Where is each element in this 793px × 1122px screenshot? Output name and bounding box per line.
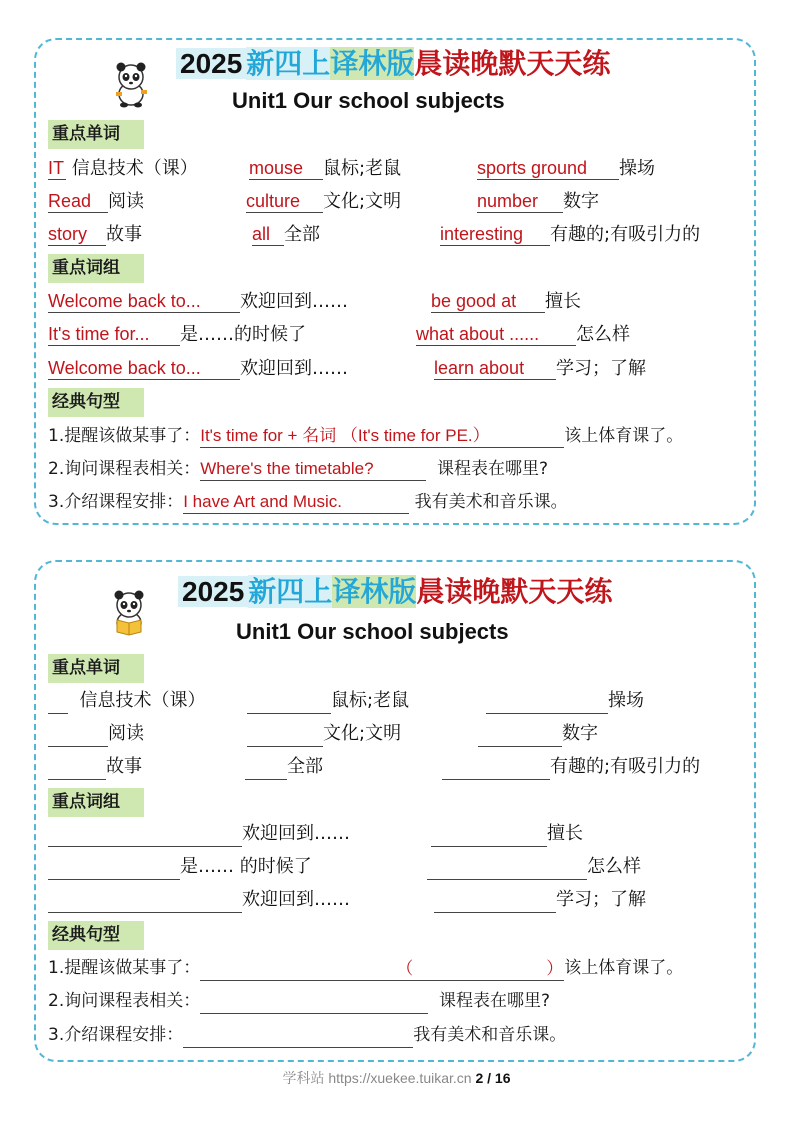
word-blank[interactable] (245, 757, 287, 780)
word-answer: all (252, 223, 284, 246)
phrase-row (36, 854, 754, 884)
sentence-meaning: 该上体育课了。 (564, 426, 684, 446)
word-meaning: 有趣的;有吸引力的 (550, 224, 701, 245)
word-answer: Read (48, 190, 108, 213)
word-blank[interactable] (486, 691, 608, 714)
phrase-row (36, 322, 754, 352)
phrase-meaning: 欢迎回到…… (242, 823, 350, 844)
title-practice: 晨读晚默天天练 (414, 47, 611, 80)
phrase-blank[interactable] (427, 857, 587, 880)
word-meaning: 阅读 (108, 191, 144, 212)
sentence-row (48, 988, 550, 1014)
section-sentences-heading: 经典句型 (48, 388, 144, 417)
unit-title: Unit1 Our school subjects (232, 88, 505, 113)
panda-reading-icon (108, 590, 150, 636)
phrase-row (36, 821, 754, 851)
section-words-heading: 重点单词 (48, 120, 144, 149)
word-blank[interactable] (478, 724, 562, 747)
open-paren: （ (396, 959, 414, 979)
word-meaning: 全部 (284, 224, 320, 245)
sentence-meaning: 课程表在哪里? (437, 459, 549, 479)
phrase-meaning: 怎么样 (587, 856, 641, 877)
unit-title: Unit1 Our school subjects (236, 619, 509, 644)
sentence-row (48, 1022, 566, 1048)
word-answer: story (48, 223, 106, 246)
blank-card (34, 560, 756, 1062)
word-meaning: 故事 (106, 756, 142, 777)
sentence-answer: Where's the timetable? (200, 458, 426, 481)
title-year: 2025 (176, 48, 246, 79)
word-meaning: 鼠标;老鼠 (323, 158, 402, 179)
phrase-meaning: 擅长 (547, 823, 583, 844)
phrase-meaning: 欢迎回到…… (240, 358, 348, 379)
word-blank[interactable] (48, 757, 106, 780)
sentence-row (48, 955, 683, 981)
phrase-meaning: 欢迎回到…… (242, 889, 350, 910)
phrase-meaning: 是……的时候了 (180, 324, 306, 345)
word-answer: interesting (440, 223, 550, 246)
section-sentences-heading: 经典句型 (48, 921, 144, 950)
sentence-meaning: 我有美术和音乐课。 (413, 1025, 567, 1045)
sentence-meaning: 该上体育课了。 (564, 958, 684, 978)
page-title (176, 46, 610, 82)
phrase-answer: what about ...... (416, 323, 576, 346)
word-answer: number (477, 190, 563, 213)
sentence-row (48, 423, 683, 449)
word-blank[interactable] (48, 724, 108, 747)
word-meaning: 信息技术（课） (71, 158, 198, 179)
phrase-meaning: 擅长 (545, 291, 581, 312)
title-practice: 晨读晚默天天练 (416, 575, 613, 608)
panda-mascot-icon (110, 62, 152, 108)
phrase-meaning: 学习；了解 (556, 889, 646, 910)
page-footer (0, 1068, 793, 1088)
close-paren: ） (546, 959, 564, 979)
word-row (36, 754, 754, 784)
word-row (36, 222, 754, 252)
word-meaning: 鼠标;老鼠 (331, 690, 410, 711)
phrase-blank[interactable] (48, 824, 242, 847)
word-row (36, 189, 754, 219)
word-blank[interactable] (442, 757, 550, 780)
title-grade: 新四上 (246, 47, 331, 80)
sentence-prompt: 2.询问课程表相关： (48, 991, 201, 1011)
phrase-blank[interactable] (431, 824, 547, 847)
word-blank[interactable] (48, 691, 68, 714)
word-meaning: 信息技术（课） (79, 690, 206, 711)
sentence-blank[interactable] (200, 991, 428, 1014)
phrase-answer: Welcome back to... (48, 290, 240, 313)
phrase-blank[interactable] (48, 857, 180, 880)
word-meaning: 操场 (608, 690, 644, 711)
title-year: 2025 (178, 576, 248, 607)
phrase-answer: be good at (431, 290, 545, 313)
title-edition: 译林版 (330, 47, 415, 80)
word-meaning: 故事 (106, 224, 142, 245)
word-meaning: 有趣的;有吸引力的 (550, 756, 701, 777)
word-meaning: 文化;文明 (323, 191, 402, 212)
sentence-prompt: 1.提醒该做某事了： (48, 426, 201, 446)
word-meaning: 数字 (563, 191, 599, 212)
phrase-blank[interactable] (434, 890, 556, 913)
phrase-row (36, 887, 754, 917)
title-edition: 译林版 (332, 575, 417, 608)
word-row (36, 721, 754, 751)
footer-site: 学科站 https://xuekee.tuikar.cn (282, 1070, 472, 1086)
sentence-meaning: 课程表在哪里? (439, 991, 551, 1011)
word-row (36, 156, 754, 186)
sentence-answer: It's time for + 名词 （It's time for PE.） (200, 425, 564, 448)
word-answer: culture (246, 190, 323, 213)
phrase-meaning: 怎么样 (576, 324, 630, 345)
word-answer: IT (48, 158, 64, 178)
phrase-answer: Welcome back to... (48, 357, 240, 380)
section-phrases-heading: 重点词组 (48, 788, 144, 817)
word-meaning: 文化;文明 (323, 723, 402, 744)
phrase-blank[interactable] (48, 890, 242, 913)
title-grade: 新四上 (248, 575, 333, 608)
sentence-blank[interactable] (200, 958, 564, 981)
sentence-prompt: 3.介绍课程安排： (48, 1025, 184, 1045)
word-meaning: 数字 (562, 723, 598, 744)
phrase-row (36, 289, 754, 319)
sentence-prompt: 1.提醒该做某事了： (48, 958, 201, 978)
sentence-answer: I have Art and Music. (183, 491, 409, 514)
word-row (36, 688, 754, 718)
sentence-prompt: 3.介绍课程安排： (48, 492, 184, 512)
answer-card (34, 38, 756, 525)
section-words-heading: 重点单词 (48, 654, 144, 683)
phrase-meaning: 学习；了解 (556, 358, 646, 379)
page-title (178, 574, 612, 610)
sentence-blank[interactable] (183, 1025, 413, 1048)
word-meaning: 全部 (287, 756, 323, 777)
section-phrases-heading: 重点词组 (48, 254, 144, 283)
sentence-meaning: 我有美术和音乐课。 (414, 492, 568, 512)
word-answer: sports ground (477, 157, 619, 180)
word-blank[interactable] (247, 691, 331, 714)
word-answer: mouse (249, 157, 323, 180)
phrase-meaning: 欢迎回到…… (240, 291, 348, 312)
phrase-row (36, 356, 754, 386)
sentence-prompt: 2.询问课程表相关： (48, 459, 201, 479)
phrase-meaning: 是…… 的时候了 (180, 856, 312, 877)
phrase-answer: It's time for... (48, 323, 180, 346)
word-meaning: 操场 (619, 158, 655, 179)
sentence-row (48, 456, 548, 482)
phrase-answer: learn about (434, 357, 556, 380)
word-blank[interactable] (247, 724, 323, 747)
sentence-row (48, 489, 568, 515)
word-meaning: 阅读 (108, 723, 144, 744)
page-number: 2 / 16 (475, 1070, 511, 1086)
